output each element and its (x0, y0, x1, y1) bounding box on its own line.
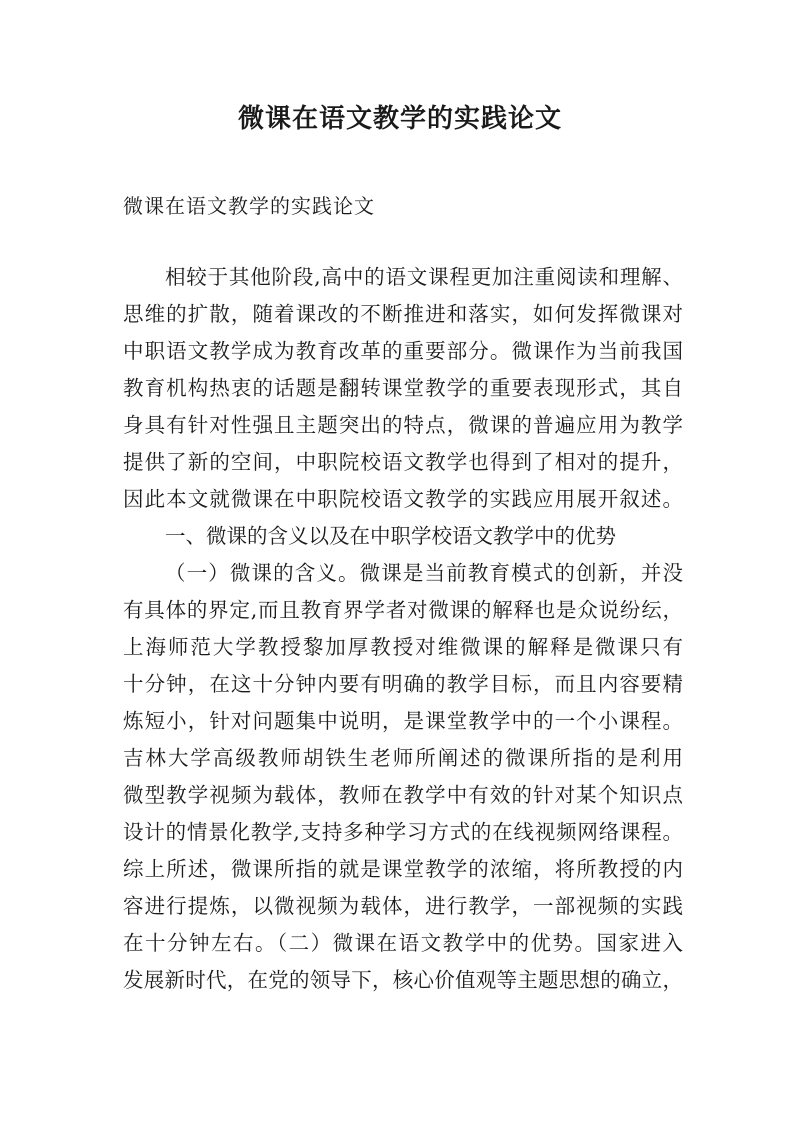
paragraph-line: 因此本文就微课在中职院校语文教学的实践应用展开叙述。 (123, 487, 683, 511)
paragraph-line: 吉林大学高级教师胡铁生老师所阐述的微课所指的是利用 (123, 746, 683, 770)
paragraph-line: 容进行提炼，以微视频为载体，进行教学，一部视频的实践 (123, 894, 683, 918)
paragraph-line: 相较于其他阶段,高中的语文课程更加注重阅读和理解、 (165, 265, 683, 289)
paragraph-line: 有具体的界定,而且教育界学者对微课的解释也是众说纷纭， (123, 598, 683, 622)
paragraph-line: 炼短小，针对问题集中说明，是课堂教学中的一个小课程。 (123, 709, 683, 733)
paragraph-line: 在十分钟左右。（二）微课在语文教学中的优势。国家进入 (123, 931, 683, 955)
paragraph-line: 发展新时代，在党的领导下，核心价值观等主题思想的确立， (123, 968, 683, 992)
paragraph-line: 微型教学视频为载体，教师在教学中有效的针对某个知识点 (123, 783, 683, 807)
document-body (123, 259, 683, 999)
paragraph-line: 思维的扩散，随着课改的不断推进和落实，如何发挥微课对 (123, 302, 683, 326)
paragraph-line: 综上所述，微课所指的就是课堂教学的浓缩，将所教授的内 (123, 857, 683, 881)
document-subtitle: 微课在语文教学的实践论文 (123, 194, 375, 218)
paragraph-line: （一）微课的含义。微课是当前教育模式的创新，并没 (165, 561, 683, 585)
document-title: 微课在语文教学的实践论文 (237, 104, 562, 134)
paragraph-line: 提供了新的空间，中职院校语文教学也得到了相对的提升， (123, 450, 683, 474)
section-heading: 一、微课的含义以及在中职学校语文教学中的优势 (165, 524, 616, 548)
paragraph-line: 中职语文教学成为教育改革的重要部分。微课作为当前我国 (123, 339, 683, 363)
paragraph-line: 设计的情景化教学,支持多种学习方式的在线视频网络课程。 (123, 820, 683, 844)
paragraph-line: 上海师范大学教授黎加厚教授对维微课的解释是微课只有 (123, 635, 683, 659)
paragraph-line: 身具有针对性强且主题突出的特点，微课的普遍应用为教学 (123, 413, 683, 437)
paragraph-line: 十分钟，在这十分钟内要有明确的教学目标，而且内容要精 (123, 672, 683, 696)
paragraph-line: 教育机构热衷的话题是翻转课堂教学的重要表现形式，其自 (123, 376, 683, 400)
